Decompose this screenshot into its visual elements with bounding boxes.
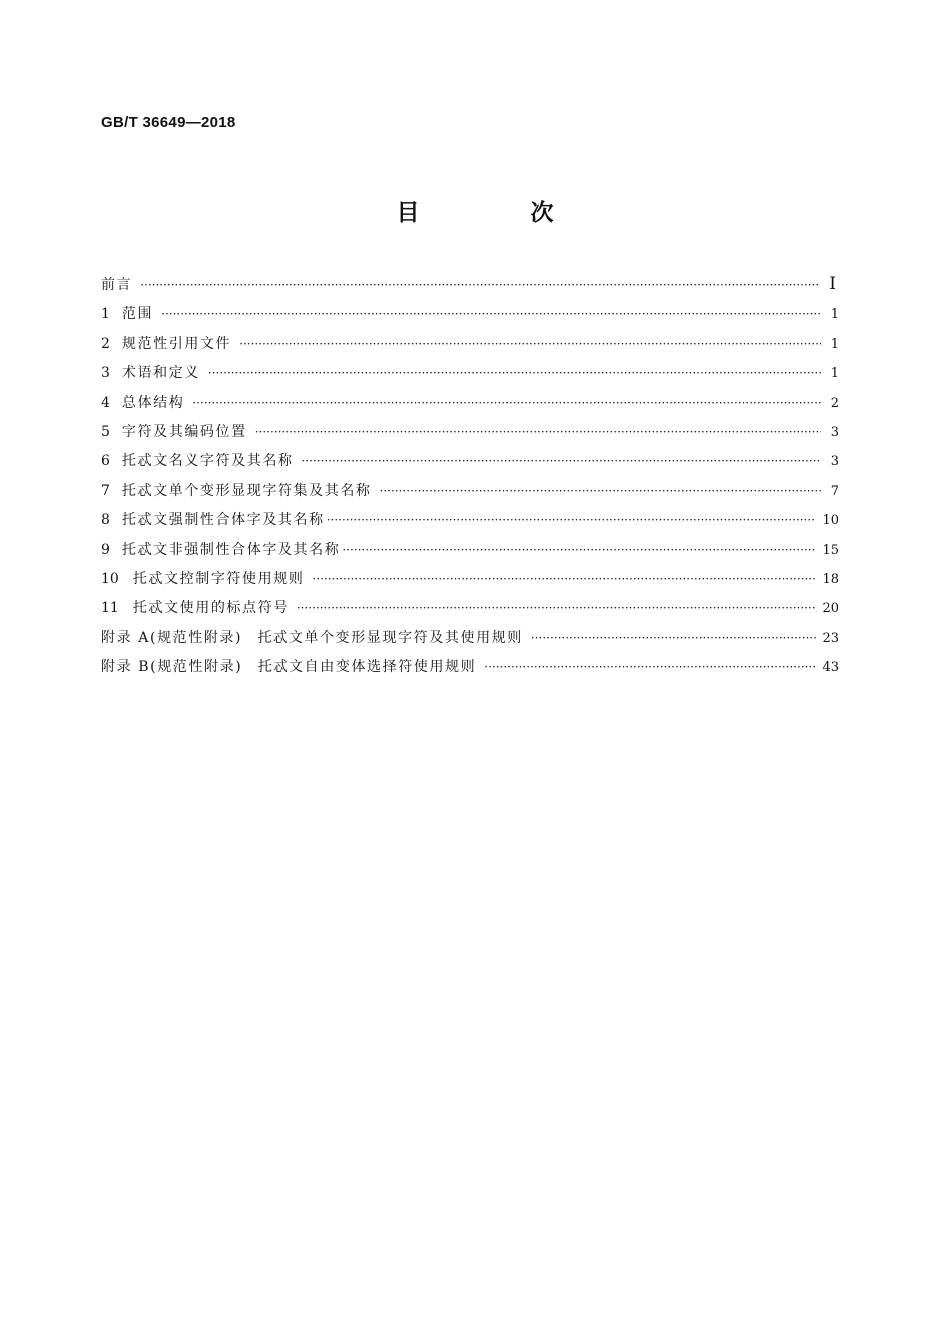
- toc-entry-text: 字符及其编码位置: [121, 423, 247, 440]
- toc-entry-label: [101, 509, 325, 529]
- toc-leader-dots: [531, 631, 817, 645]
- toc-entry-page: 7: [830, 483, 839, 499]
- toc-entry-text: 托忒文非强制性合体字及其名称: [121, 541, 341, 558]
- toc-leader-dots: [255, 425, 821, 439]
- toc-entry-number: 6: [101, 453, 110, 470]
- toc-entry-number: 5: [101, 423, 110, 440]
- toc-entry-text: 术语和定义: [121, 365, 200, 382]
- toc-entry-label: [101, 362, 200, 382]
- toc-entry-text: 托忒文控制字符使用规则: [132, 570, 305, 587]
- toc-entry-9[interactable]: [101, 539, 839, 568]
- toc-entry-page: 43: [822, 660, 839, 676]
- toc-entry-5[interactable]: [101, 421, 839, 450]
- toc-entry-page: 1: [830, 366, 839, 382]
- toc-entry-11[interactable]: [101, 597, 839, 626]
- toc-entry-page: 20: [822, 601, 839, 617]
- toc-entry-8[interactable]: [101, 509, 839, 538]
- toc-entry-text: 托忒文使用的标点符号: [132, 600, 289, 617]
- toc-entry-page: 15: [822, 542, 839, 558]
- toc-entry-page: 3: [830, 424, 839, 440]
- toc-entry-3[interactable]: [101, 362, 839, 391]
- toc-entry-label: 附录 A(规范性附录) 托忒文单个变形显现字符及其使用规则: [101, 629, 523, 646]
- toc-entry-6[interactable]: [101, 450, 839, 479]
- toc-entry-number: 9: [101, 541, 110, 558]
- toc-entry-page: 10: [822, 513, 839, 529]
- toc-entry-text: 托忒文强制性合体字及其名称: [121, 512, 325, 529]
- toc-entry-4[interactable]: [101, 392, 839, 421]
- toc-entry-text: 托忒文名义字符及其名称: [121, 453, 294, 470]
- toc-entry-annex-a[interactable]: [101, 627, 839, 656]
- toc-entry-number: 1: [101, 306, 110, 323]
- toc-entry-label: [101, 392, 184, 412]
- toc-entry-number: 8: [101, 512, 110, 529]
- toc-entry-label: [101, 303, 153, 323]
- toc-entry-label: 前言: [101, 277, 133, 293]
- toc-entry-page: 23: [822, 630, 839, 646]
- toc-entry-page: 1: [830, 336, 839, 352]
- toc-leader-dots: [342, 543, 816, 557]
- toc-entry-number: 11: [101, 600, 119, 617]
- toc-title: 目 次: [396, 200, 598, 226]
- toc-entry-number: 10: [101, 570, 119, 587]
- toc-entry-10[interactable]: [101, 568, 839, 597]
- toc-entry-foreword[interactable]: [101, 274, 839, 303]
- toc-entry-label: [101, 450, 294, 470]
- toc-entry-7[interactable]: [101, 480, 839, 509]
- toc-leader-dots: [140, 278, 818, 292]
- toc-entry-number: 4: [101, 394, 110, 411]
- toc-entry-label: [101, 539, 340, 559]
- toc-leader-dots: [192, 396, 821, 410]
- toc-entry-number: 7: [101, 482, 110, 499]
- toc-leader-dots: [380, 484, 821, 498]
- toc-leader-dots: [208, 366, 821, 380]
- toc-entry-number: 3: [101, 365, 110, 382]
- standard-code: GB/T 36649—2018: [101, 114, 236, 131]
- table-of-contents: [101, 274, 839, 685]
- toc-entry-label: [101, 421, 247, 441]
- toc-entry-label: [101, 333, 231, 353]
- toc-entry-text: 总体结构: [121, 394, 185, 411]
- toc-entry-page: 1: [830, 307, 839, 323]
- toc-entry-label: [101, 568, 304, 588]
- toc-entry-page: 3: [830, 454, 839, 470]
- toc-entry-annex-b[interactable]: [101, 656, 839, 685]
- toc-leader-dots: [161, 307, 821, 321]
- toc-leader-dots: [327, 513, 817, 527]
- toc-leader-dots: [302, 454, 821, 468]
- toc-entry-text: 托忒文单个变形显现字符集及其名称: [121, 482, 372, 499]
- toc-leader-dots: [312, 572, 816, 586]
- toc-leader-dots: [484, 660, 816, 674]
- toc-entry-number: 2: [101, 335, 110, 352]
- toc-entry-label: [101, 480, 372, 500]
- toc-entry-2[interactable]: [101, 333, 839, 362]
- toc-leader-dots: [297, 601, 817, 615]
- toc-entry-text: 规范性引用文件: [121, 335, 232, 352]
- toc-entry-page: Ⅰ: [829, 274, 836, 294]
- toc-entry-label: [101, 597, 289, 617]
- toc-entry-1[interactable]: [101, 303, 839, 332]
- toc-entry-page: 18: [822, 571, 839, 587]
- toc-entry-page: 2: [830, 395, 839, 411]
- toc-leader-dots: [239, 337, 821, 351]
- toc-entry-text: 范围: [121, 306, 154, 323]
- toc-entry-label: 附录 B(规范性附录) 托忒文自由变体选择符使用规则: [101, 659, 477, 676]
